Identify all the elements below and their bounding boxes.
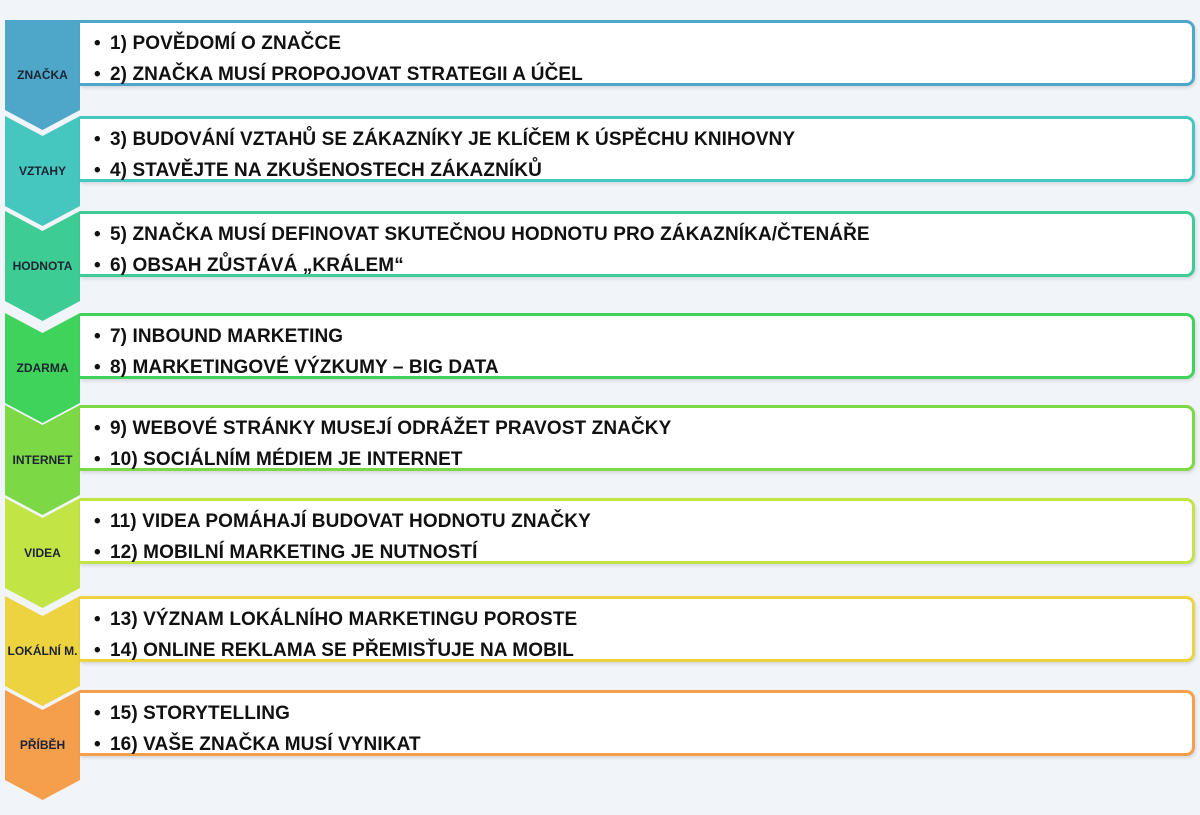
bullet-dot-icon: •	[94, 542, 101, 563]
chevron-label: ZNAČKA	[17, 68, 68, 82]
bullet-dot-icon: •	[94, 609, 101, 630]
bullet-dot-icon: •	[94, 449, 101, 470]
bullet-item	[94, 160, 542, 182]
bullet-dot-icon: •	[94, 255, 101, 276]
bullet-text: 12) MOBILNÍ MARKETING JE NUTNOSTÍ	[110, 542, 478, 563]
step-box-3	[80, 211, 1195, 277]
bullet-item	[94, 640, 574, 662]
bullet-text: 14) ONLINE REKLAMA SE PŘEMISŤUJE NA MOBIL	[110, 640, 575, 661]
bullet-text: 13) VÝZNAM LOKÁLNÍHO MARKETINGU POROSTE	[110, 609, 578, 630]
chevron-step-3	[5, 211, 80, 321]
bullet-text: 2) ZNAČKA MUSÍ PROPOJOVAT STRATEGII A ÚČEL	[110, 64, 583, 85]
bullet-dot-icon: •	[94, 64, 101, 85]
bullet-item	[94, 734, 421, 756]
bullet-item	[94, 449, 463, 471]
bullet-text: 4) STAVĚJTE NA ZKUŠENOSTECH ZÁKAZNÍKŮ	[110, 160, 542, 181]
step-box-2	[80, 116, 1195, 182]
bullet-text: 15) STORYTELLING	[110, 703, 291, 724]
chevron-step-2	[5, 116, 80, 226]
chevron-step-4	[5, 313, 80, 423]
bullet-dot-icon: •	[94, 418, 101, 439]
bullet-dot-icon: •	[94, 224, 101, 245]
bullet-item	[94, 33, 341, 55]
chevron-label: LOKÁLNÍ M.	[7, 644, 78, 658]
chevron-label: VZTAHY	[18, 164, 67, 178]
chevron-label: ZDARMA	[16, 361, 69, 375]
chevron-step-1	[5, 20, 80, 130]
chevron-label: HODNOTA	[12, 259, 73, 273]
bullet-dot-icon: •	[94, 33, 101, 54]
chevron-step-8	[5, 690, 80, 800]
bullet-dot-icon: •	[94, 357, 101, 378]
bullet-item	[94, 703, 290, 725]
step-box-8	[80, 690, 1195, 756]
bullet-text: 6) OBSAH ZŮSTÁVÁ „KRÁLEM“	[110, 255, 404, 276]
bullet-item	[94, 511, 591, 533]
bullet-text: 11) VIDEA POMÁHAJÍ BUDOVAT HODNOTU ZNAČKY	[110, 511, 591, 532]
bullet-item	[94, 255, 404, 277]
bullet-item	[94, 224, 870, 246]
chevron-step-7	[5, 596, 80, 706]
bullet-item	[94, 326, 343, 348]
bullet-text: 7) INBOUND MARKETING	[110, 326, 344, 347]
bullet-dot-icon: •	[94, 734, 101, 755]
step-box-7	[80, 596, 1195, 662]
bullet-item	[94, 542, 477, 564]
bullet-dot-icon: •	[94, 511, 101, 532]
bullet-text: 8) MARKETINGOVÉ VÝZKUMY – BIG DATA	[110, 357, 499, 378]
bullet-text: 9) WEBOVÉ STRÁNKY MUSEJÍ ODRÁŽET PRAVOST ZNAČKY	[110, 418, 672, 439]
bullet-dot-icon: •	[94, 160, 101, 181]
chevron-column	[0, 0, 90, 815]
bullet-text: 5) ZNAČKA MUSÍ DEFINOVAT SKUTEČNOU HODNOTU PRO ZÁKAZNÍKA/ČTENÁŘE	[110, 224, 870, 245]
chevron-label: VIDEA	[24, 546, 61, 560]
chevron-label: PŘÍBĚH	[19, 738, 66, 752]
step-box-6	[80, 498, 1195, 564]
bullet-dot-icon: •	[94, 640, 101, 661]
bullet-text: 16) VAŠE ZNAČKA MUSÍ VYNIKAT	[110, 734, 421, 755]
bullet-dot-icon: •	[94, 129, 101, 150]
step-box-5	[80, 405, 1195, 471]
step-box-4	[80, 313, 1195, 379]
bullet-item	[94, 418, 671, 440]
bullet-dot-icon: •	[94, 703, 101, 724]
bullet-item	[94, 609, 577, 631]
chevron-label: INTERNET	[12, 453, 73, 467]
bullet-item	[94, 129, 795, 151]
bullet-text: 3) BUDOVÁNÍ VZTAHŮ SE ZÁKAZNÍKY JE KLÍČEM K ÚSPĚCHU KNIHOVNY	[110, 129, 796, 150]
bullet-text: 1) POVĚDOMÍ O ZNAČCE	[110, 33, 342, 54]
bullet-item	[94, 64, 583, 86]
bullet-text: 10) SOCIÁLNÍM MÉDIEM JE INTERNET	[110, 449, 463, 470]
bullet-dot-icon: •	[94, 326, 101, 347]
step-box-1	[80, 20, 1195, 86]
bullet-item	[94, 357, 499, 379]
